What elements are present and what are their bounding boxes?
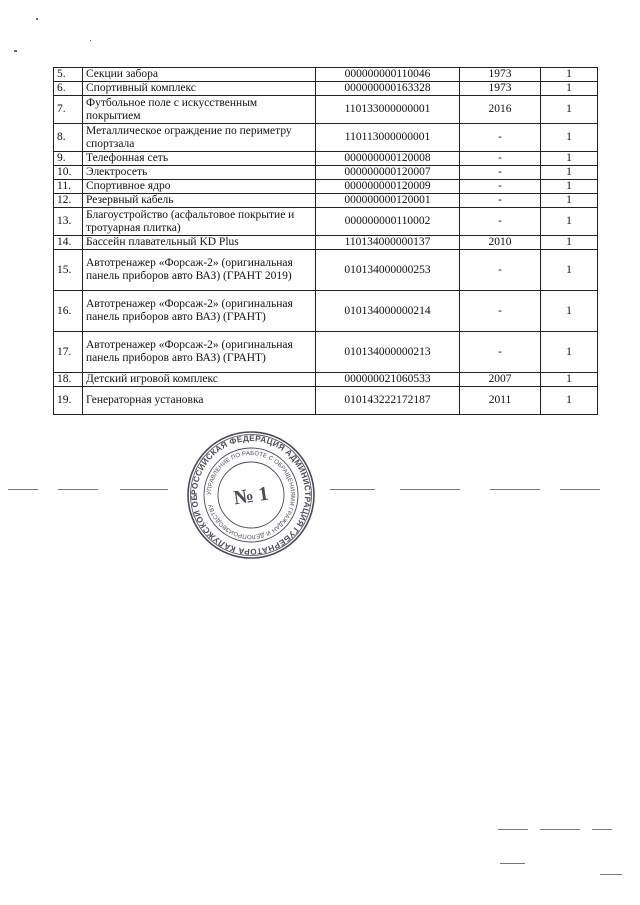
- inventory-code-cell: 110113000000001: [316, 124, 460, 152]
- scan-mark: [490, 489, 540, 490]
- item-name-cell: Спортивное ядро: [83, 180, 316, 194]
- table-row: [54, 96, 598, 124]
- item-name-cell: Благоустройство (асфальтовое покрытие и тротуарная плитка): [83, 208, 316, 236]
- row-number-cell: 16.: [54, 291, 83, 332]
- quantity-cell: 1: [541, 236, 598, 250]
- scan-mark: [58, 489, 98, 490]
- quantity-cell: 1: [541, 194, 598, 208]
- quantity-cell: 1: [541, 250, 598, 291]
- year-cell: -: [460, 332, 541, 373]
- inventory-code-cell: 000000000120001: [316, 194, 460, 208]
- scan-speck: [36, 18, 38, 20]
- row-number-cell: 18.: [54, 373, 83, 387]
- year-cell: 1973: [460, 82, 541, 96]
- table-row: [54, 180, 598, 194]
- item-name-cell: Резервный кабель: [83, 194, 316, 208]
- row-number-cell: 8.: [54, 124, 83, 152]
- inventory-code-cell: 000000021060533: [316, 373, 460, 387]
- row-number-cell: 9.: [54, 152, 83, 166]
- inventory-code-cell: 000000000120009: [316, 180, 460, 194]
- row-number-cell: 14.: [54, 236, 83, 250]
- row-number-cell: 10.: [54, 166, 83, 180]
- seal-inner-text: УПРАВЛЕНИЕ ПО РАБОТЕ С ОБРАЩЕНИЯМИ ГРАЖДАН И ДЕЛОПРОИЗВОДСТВУ: [206, 450, 296, 540]
- property-table: [53, 67, 598, 415]
- table-row: [54, 250, 598, 291]
- quantity-cell: 1: [541, 82, 598, 96]
- item-name-cell: Бассейн плавательный KD Plus: [83, 236, 316, 250]
- inventory-code-cell: 010134000000213: [316, 332, 460, 373]
- row-number-cell: 13.: [54, 208, 83, 236]
- year-cell: 2016: [460, 96, 541, 124]
- year-cell: -: [460, 194, 541, 208]
- inventory-code-cell: 010143222172187: [316, 387, 460, 415]
- table-row: [54, 82, 598, 96]
- quantity-cell: 1: [541, 166, 598, 180]
- year-cell: -: [460, 166, 541, 180]
- scan-speck: [90, 40, 91, 41]
- item-name-cell: Телефонная сеть: [83, 152, 316, 166]
- year-cell: -: [460, 180, 541, 194]
- scan-mark: [330, 489, 375, 490]
- scan-mark: [400, 489, 460, 490]
- year-cell: -: [460, 250, 541, 291]
- quantity-cell: 1: [541, 180, 598, 194]
- official-seal: [186, 430, 316, 560]
- quantity-cell: 1: [541, 332, 598, 373]
- row-number-cell: 19.: [54, 387, 83, 415]
- quantity-cell: 1: [541, 208, 598, 236]
- year-cell: -: [460, 152, 541, 166]
- item-name-cell: Автотренажер «Форсаж-2» (оригинальная панель приборов авто ВАЗ) (ГРАНТ): [83, 291, 316, 332]
- table-row: [54, 166, 598, 180]
- quantity-cell: 1: [541, 152, 598, 166]
- quantity-cell: 1: [541, 96, 598, 124]
- table-row: [54, 373, 598, 387]
- table-row: [54, 291, 598, 332]
- year-cell: 1973: [460, 68, 541, 82]
- inventory-code-cell: 010134000000214: [316, 291, 460, 332]
- year-cell: 2007: [460, 373, 541, 387]
- year-cell: -: [460, 208, 541, 236]
- scan-mark: [8, 489, 38, 490]
- row-number-cell: 12.: [54, 194, 83, 208]
- table-row: [54, 194, 598, 208]
- inventory-code-cell: 000000000110002: [316, 208, 460, 236]
- year-cell: 2011: [460, 387, 541, 415]
- table-row: [54, 387, 598, 415]
- quantity-cell: 1: [541, 387, 598, 415]
- seal-graphic: [186, 430, 316, 560]
- scan-mark: [500, 863, 525, 864]
- inventory-code-cell: 110134000000137: [316, 236, 460, 250]
- scan-mark: [540, 829, 580, 830]
- scan-speck: [14, 50, 17, 52]
- inventory-code-cell: 000000000110046: [316, 68, 460, 82]
- item-name-cell: Секции забора: [83, 68, 316, 82]
- scan-mark: [600, 874, 622, 875]
- item-name-cell: Металлическое ограждение по периметру спортзала: [83, 124, 316, 152]
- inventory-code-cell: 000000000163328: [316, 82, 460, 96]
- table-row: [54, 332, 598, 373]
- table-row: [54, 124, 598, 152]
- row-number-cell: 15.: [54, 250, 83, 291]
- row-number-cell: 11.: [54, 180, 83, 194]
- item-name-cell: Автотренажер «Форсаж-2» (оригинальная панель приборов авто ВАЗ) (ГРАНТ): [83, 332, 316, 373]
- item-name-cell: Электросеть: [83, 166, 316, 180]
- scan-mark: [120, 489, 168, 490]
- row-number-cell: 7.: [54, 96, 83, 124]
- inventory-code-cell: 000000000120007: [316, 166, 460, 180]
- item-name-cell: Детский игровой комплекс: [83, 373, 316, 387]
- quantity-cell: 1: [541, 373, 598, 387]
- table-row: [54, 152, 598, 166]
- scan-mark: [592, 829, 612, 830]
- item-name-cell: Спортивный комплекс: [83, 82, 316, 96]
- inventory-code-cell: 110133000000001: [316, 96, 460, 124]
- scan-mark: [560, 489, 600, 490]
- table-row: [54, 236, 598, 250]
- quantity-cell: 1: [541, 68, 598, 82]
- row-number-cell: 6.: [54, 82, 83, 96]
- inventory-code-cell: 010134000000253: [316, 250, 460, 291]
- scan-mark: [498, 829, 528, 830]
- row-number-cell: 5.: [54, 68, 83, 82]
- item-name-cell: Футбольное поле с искусственным покрытием: [83, 96, 316, 124]
- table-body: [54, 68, 598, 415]
- year-cell: 2010: [460, 236, 541, 250]
- row-number-cell: 17.: [54, 332, 83, 373]
- table-row: [54, 68, 598, 82]
- seal-outer-text: РОССИЙСКАЯ ФЕДЕРАЦИЯ АДМИНИСТРАЦИЯ ГУБЕРНАТОРА КАЛУЖСКОЙ ОБ: [189, 433, 313, 557]
- inventory-code-cell: 000000000120008: [316, 152, 460, 166]
- item-name-cell: Генераторная установка: [83, 387, 316, 415]
- table-row: [54, 208, 598, 236]
- item-name-cell: Автотренажер «Форсаж-2» (оригинальная панель приборов авто ВАЗ) (ГРАНТ 2019): [83, 250, 316, 291]
- year-cell: -: [460, 291, 541, 332]
- seal-center-number: № 1: [232, 482, 271, 510]
- quantity-cell: 1: [541, 124, 598, 152]
- quantity-cell: 1: [541, 291, 598, 332]
- year-cell: -: [460, 124, 541, 152]
